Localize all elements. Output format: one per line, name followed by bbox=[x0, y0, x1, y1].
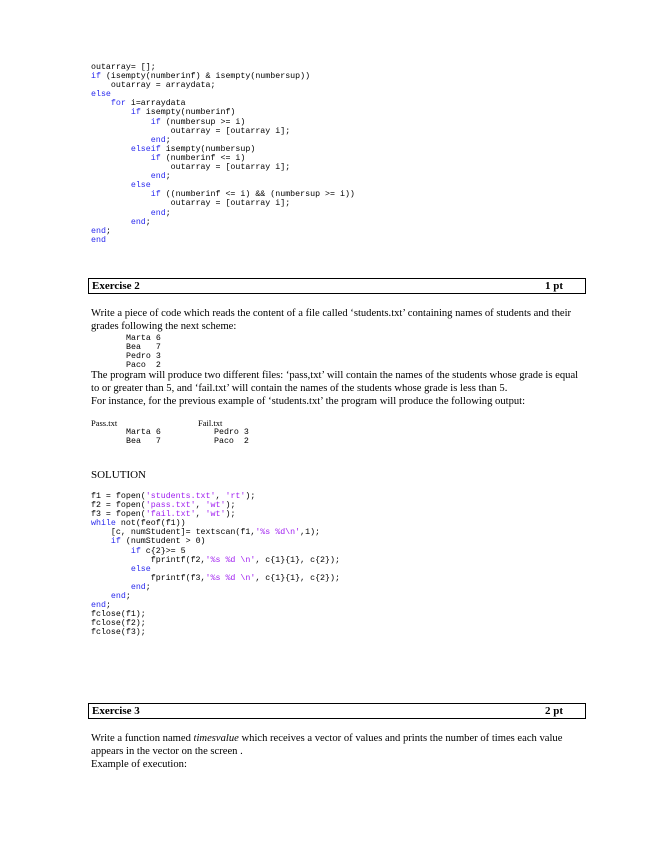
code-text: (isempty(numberinf) & isempty(numbersup)) bbox=[100, 72, 311, 82]
code-block-top bbox=[91, 63, 355, 245]
code-text: , bbox=[195, 510, 206, 520]
function-name: timesvalue bbox=[193, 733, 239, 744]
code-keyword: end bbox=[130, 217, 146, 227]
code-text: c{2}>= 5 bbox=[140, 546, 186, 556]
code-text: ((numberinf <= i) && (numbersup >= i)) bbox=[160, 190, 355, 200]
code-text: fclose(f3); bbox=[91, 628, 146, 638]
code-text: (numbersup >= i) bbox=[160, 117, 246, 127]
code-text: (numStudent > 0) bbox=[120, 537, 206, 547]
code-line bbox=[91, 236, 106, 245]
code-line bbox=[91, 127, 290, 136]
code-line bbox=[91, 574, 340, 583]
exercise-2-points: 1 pt bbox=[544, 280, 563, 292]
code-text: outarray = [outarray i]; bbox=[170, 126, 291, 136]
code-keyword: elseif bbox=[130, 144, 161, 154]
code-line bbox=[91, 227, 111, 236]
code-text: ); bbox=[225, 501, 236, 511]
code-text: ,1); bbox=[300, 528, 321, 538]
code-text: fclose(f2); bbox=[91, 619, 146, 629]
code-line bbox=[91, 565, 151, 574]
exercise-3-points: 2 pt bbox=[544, 705, 563, 717]
code-line bbox=[91, 136, 171, 145]
code-line bbox=[91, 145, 255, 154]
code-string: 'pass.txt' bbox=[145, 501, 196, 511]
code-line bbox=[91, 163, 290, 172]
exercise-3-intro-end: which receives a vector of values and prints the number of times each value appears in the vector on the screen . bbox=[91, 733, 563, 757]
code-keyword: else bbox=[130, 564, 151, 574]
code-string: 'students.txt' bbox=[145, 492, 216, 501]
code-text: , c{1}{1}, c{2}); bbox=[255, 573, 340, 583]
code-text: ; bbox=[105, 226, 111, 236]
code-keyword: end bbox=[150, 135, 166, 145]
code-string: 'rt' bbox=[225, 492, 246, 501]
code-keyword: end bbox=[130, 582, 146, 592]
code-line bbox=[91, 218, 151, 227]
code-line bbox=[91, 63, 156, 72]
solution-label: SOLUTION bbox=[91, 469, 146, 481]
code-text: , c{1}{1}, c{2}); bbox=[255, 555, 340, 565]
code-keyword: for bbox=[110, 99, 126, 109]
code-line bbox=[91, 492, 255, 501]
code-keyword: end bbox=[150, 208, 166, 218]
code-line bbox=[91, 190, 355, 199]
scheme-line: Pedro 3 bbox=[126, 352, 161, 362]
code-text: fclose(f1); bbox=[91, 610, 146, 620]
fail-file-label: Fail.txt bbox=[198, 418, 223, 428]
code-string: '%s %d\n' bbox=[255, 528, 301, 538]
code-text: fprintf(f3, bbox=[150, 573, 206, 583]
code-text: outarray = [outarray i]; bbox=[170, 199, 291, 209]
code-text: outarray = arraydata; bbox=[110, 81, 216, 91]
code-line bbox=[91, 108, 235, 117]
exercise-2-title: Exercise 2 bbox=[92, 280, 140, 292]
code-line bbox=[91, 537, 206, 546]
code-text: i=arraydata bbox=[125, 99, 186, 109]
scheme-line: Marta 6 bbox=[126, 334, 161, 343]
solution-code bbox=[91, 492, 340, 638]
exercise-3-intro bbox=[91, 732, 581, 758]
pass-file-label: Pass.txt bbox=[91, 418, 118, 428]
code-keyword: end bbox=[150, 172, 166, 182]
fail-file-content bbox=[214, 428, 249, 446]
code-line bbox=[91, 118, 245, 127]
code-text: ; bbox=[105, 601, 111, 611]
code-text: , bbox=[195, 501, 206, 511]
code-text: ; bbox=[165, 208, 171, 218]
code-keyword: end bbox=[110, 592, 126, 602]
code-string: 'wt' bbox=[205, 501, 226, 511]
code-line bbox=[91, 601, 111, 610]
code-line bbox=[91, 583, 151, 592]
code-line bbox=[91, 547, 186, 556]
code-line bbox=[91, 154, 245, 163]
pass-line: Bea 7 bbox=[126, 437, 161, 447]
code-string: '%s %d \n' bbox=[205, 555, 256, 565]
code-line bbox=[91, 628, 146, 637]
code-line bbox=[91, 519, 186, 528]
code-line bbox=[91, 90, 111, 99]
exercise-2-explanation: The program will produce two different files: ‘pass,txt’ will contain the names of the students whose grade is equal to or greater than 5, and ‘fail.txt’ will contain the names of the students whose grade is less than 5. bbox=[91, 370, 579, 394]
code-keyword: if bbox=[150, 153, 161, 163]
code-text: (numberinf <= i) bbox=[160, 153, 246, 163]
code-keyword: else bbox=[91, 90, 111, 100]
code-keyword: if bbox=[150, 190, 161, 200]
code-string: 'fail.txt' bbox=[145, 510, 196, 520]
code-keyword: end bbox=[91, 235, 106, 245]
code-keyword: if bbox=[130, 546, 141, 556]
code-text: [c, numStudent]= textscan(f1, bbox=[110, 528, 256, 538]
code-text: ); bbox=[225, 510, 236, 520]
code-text: , bbox=[215, 492, 226, 501]
code-line bbox=[91, 610, 146, 619]
pass-file-content bbox=[126, 428, 161, 446]
code-text: f1 = fopen( bbox=[91, 492, 146, 501]
code-line bbox=[91, 510, 235, 519]
code-keyword: if bbox=[91, 72, 101, 82]
code-string: 'wt' bbox=[205, 510, 226, 520]
code-line bbox=[91, 619, 146, 628]
code-keyword: if bbox=[130, 108, 141, 118]
code-text: f3 = fopen( bbox=[91, 510, 146, 520]
code-string: '%s %d \n' bbox=[205, 573, 256, 583]
code-text: ; bbox=[165, 135, 171, 145]
code-line bbox=[91, 72, 310, 81]
fail-line: Pedro 3 bbox=[214, 428, 249, 437]
exercise-3-header bbox=[88, 703, 586, 719]
fail-line: Paco 2 bbox=[214, 437, 249, 447]
code-text: ; bbox=[165, 172, 171, 182]
code-text: ; bbox=[145, 582, 151, 592]
scheme-line: Paco 2 bbox=[126, 361, 161, 371]
exercise-2-instance: For instance, for the previous example of ‘students.txt’ the program will produce the following output: bbox=[91, 396, 526, 407]
code-text: outarray = [outarray i]; bbox=[170, 163, 291, 173]
code-text: ; bbox=[125, 592, 131, 602]
code-text: isempty(numbersup) bbox=[160, 144, 256, 154]
code-line bbox=[91, 501, 235, 510]
code-line bbox=[91, 592, 131, 601]
code-text: isempty(numberinf) bbox=[140, 108, 236, 118]
code-keyword: while bbox=[91, 519, 116, 529]
code-text: ); bbox=[245, 492, 256, 501]
scheme-line: Bea 7 bbox=[126, 343, 161, 353]
code-keyword: end bbox=[91, 226, 106, 236]
exercise-2-header bbox=[88, 278, 586, 294]
code-line bbox=[91, 209, 171, 218]
code-line bbox=[91, 556, 340, 565]
code-text: fprintf(f2, bbox=[150, 555, 206, 565]
exercise-3-intro-start: Write a function named bbox=[91, 733, 194, 744]
pass-line: Marta 6 bbox=[126, 428, 161, 437]
code-text: outarray= []; bbox=[91, 63, 156, 72]
code-text: not(feof(f1)) bbox=[115, 519, 186, 529]
code-line bbox=[91, 81, 215, 90]
students-scheme bbox=[126, 334, 161, 370]
code-text: ; bbox=[145, 217, 151, 227]
example-label: Example of execution: bbox=[91, 759, 187, 770]
code-text: f2 = fopen( bbox=[91, 501, 146, 511]
code-line bbox=[91, 181, 151, 190]
code-keyword: if bbox=[110, 537, 121, 547]
code-line bbox=[91, 172, 171, 181]
code-keyword: end bbox=[91, 601, 106, 611]
code-line bbox=[91, 199, 290, 208]
code-keyword: else bbox=[130, 181, 151, 191]
exercise-3-title: Exercise 3 bbox=[92, 705, 140, 717]
exercise-2-intro: Write a piece of code which reads the content of a file called ‘students.txt’ containing names of students and their grades following the next scheme: bbox=[91, 308, 572, 332]
code-keyword: if bbox=[150, 117, 161, 127]
